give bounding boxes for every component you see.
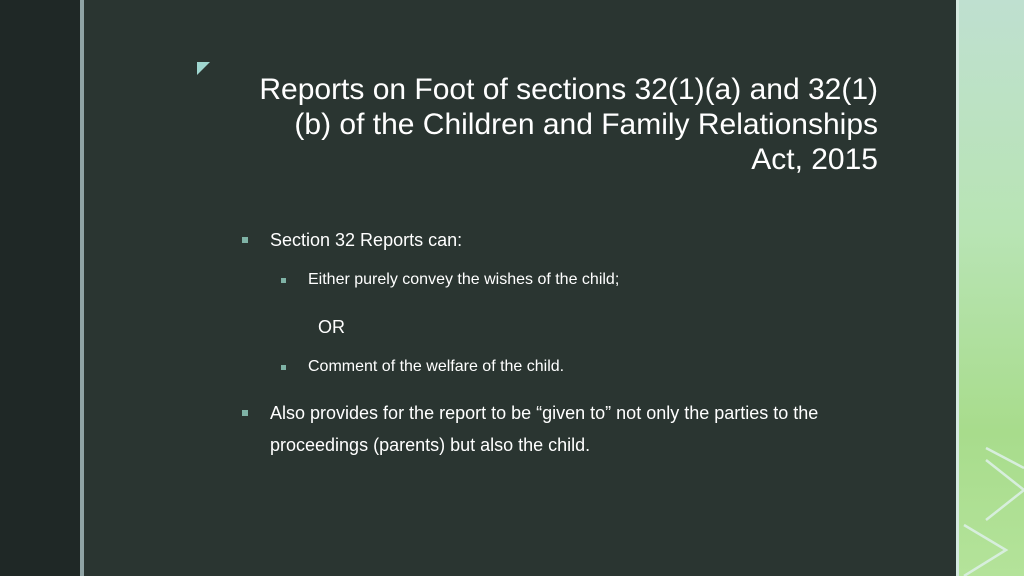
triangle-corner-icon [197, 62, 210, 75]
square-bullet-icon [242, 237, 248, 243]
bullet-section-32: Section 32 Reports can: [270, 230, 463, 250]
sub-bullet-wishes: Either purely convey the wishes of the child; [308, 271, 620, 288]
square-bullet-icon [281, 365, 286, 370]
slide-title: Reports on Foot of sections 32(1)(a) and 32(1)(b) of the Children and Family Relationships Act, 2015 [259, 73, 878, 176]
chevron-decoration-icon [956, 0, 1024, 576]
bullet-report-given: Also provides for the report to be “given to” not only the parties to the proceedings (parents) but also the child. [270, 403, 819, 455]
right-green-panel [956, 0, 1024, 576]
or-label: OR [318, 317, 345, 337]
square-bullet-icon [242, 410, 248, 416]
left-dark-band [0, 0, 80, 576]
square-bullet-icon [281, 278, 286, 283]
sub-bullet-welfare: Comment of the welfare of the child. [308, 358, 565, 375]
